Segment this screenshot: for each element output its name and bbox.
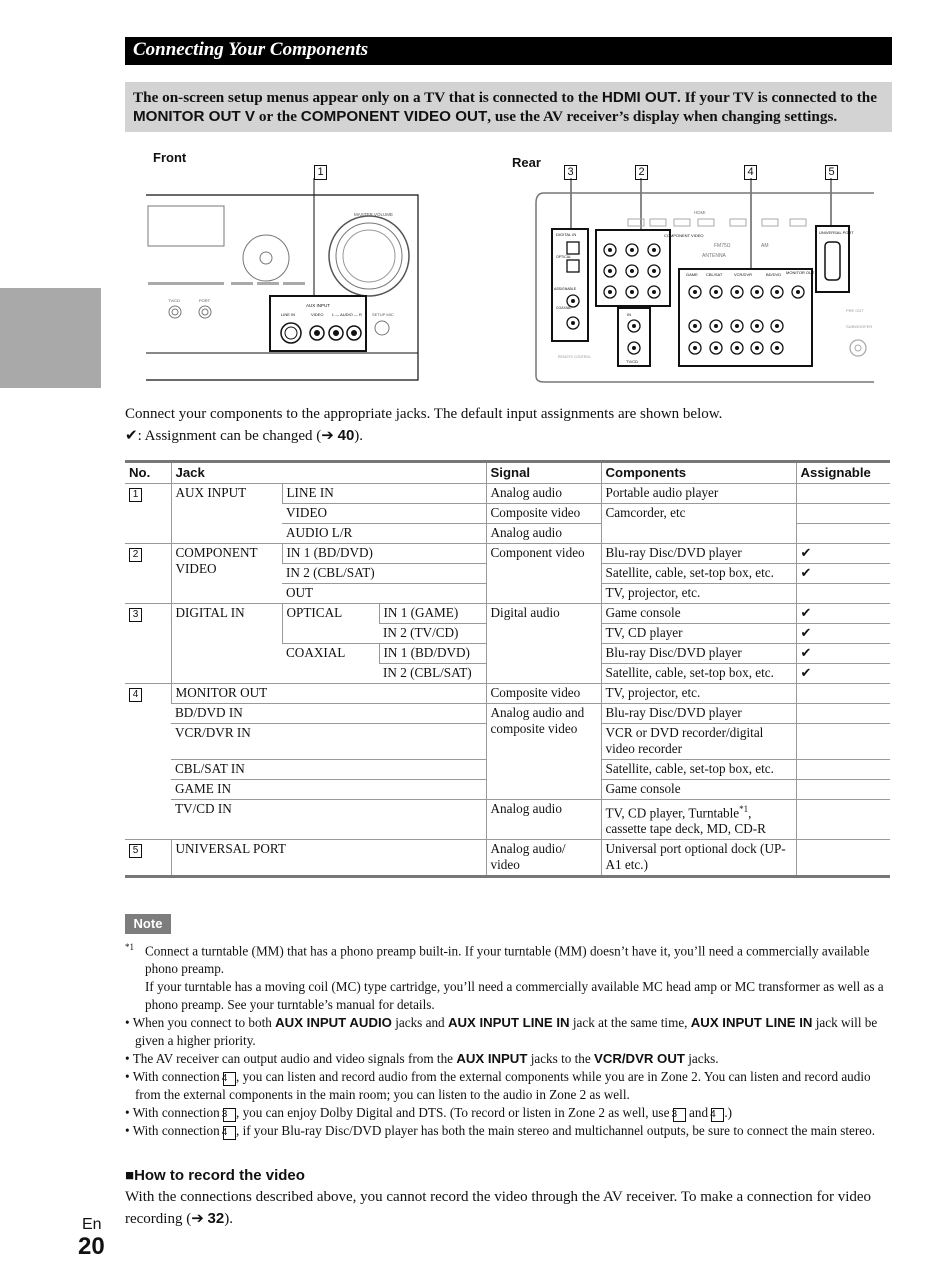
info-banner bbox=[125, 82, 892, 132]
intro-text bbox=[125, 404, 895, 447]
table-row: 4 MONITOR OUT Composite video TV, projector, etc. bbox=[125, 684, 890, 704]
square-icon: ■ bbox=[125, 1167, 135, 1184]
tvcd-label-text: TV/CD bbox=[626, 359, 638, 364]
footnote-1-cont: If your turntable has a moving coil (MC) type cartridge, you’ll need a commercially available MC head amp or MC transformer as well as a phono preamp. See your turntable’s manual for details. bbox=[145, 979, 884, 1013]
howto-heading: ■How to record the video bbox=[125, 1167, 305, 1184]
table-row: IN 2 (CBL/SAT) Satellite, cable, set-top box, etc. ✔ bbox=[125, 664, 890, 684]
section-title: Connecting Your Components bbox=[133, 39, 369, 60]
table-row: 2 COMPONENT VIDEO IN 1 (BD/DVD) Component video Blu-ray Disc/DVD player ✔ bbox=[125, 544, 890, 564]
front-label: Front bbox=[153, 150, 187, 165]
table-row: VIDEO Composite video Camcorder, etc bbox=[125, 504, 890, 524]
port-text: PORT bbox=[199, 298, 211, 303]
cbl-sat-text: CBL/SAT bbox=[706, 272, 723, 277]
callout-2: 2 bbox=[635, 165, 648, 180]
table-row: BD/DVD IN Analog audio and composite video Blu-ray Disc/DVD player bbox=[125, 704, 890, 724]
note-bullet-5: • With connection 4 , if your Blu-ray Disc/DVD player has both the main stereo and multichannel outputs, be sure to connect the main stereo. bbox=[125, 1123, 876, 1139]
setup-mic-text: SETUP MIC bbox=[372, 312, 394, 317]
notes-section bbox=[125, 938, 893, 1140]
howto-paragraph: With the connections described above, you cannot record the video through the AV receiver. To make a connection for video recording (➔ 32). bbox=[125, 1189, 872, 1227]
callout-5: 5 bbox=[825, 165, 838, 180]
table-row: GAME IN Game console bbox=[125, 780, 890, 800]
assignable-text: ASSIGNABLE bbox=[554, 287, 577, 291]
hdmi-text: HDMI bbox=[694, 210, 706, 215]
line-in-text: LINE IN bbox=[281, 312, 296, 317]
table-row: VCR/DVR IN VCR or DVD recorder/digital video recorder bbox=[125, 724, 890, 760]
section-title-bar bbox=[125, 37, 892, 65]
master-volume-text: MASTER VOLUME bbox=[354, 212, 394, 217]
fm-text: FM75Ω bbox=[714, 243, 731, 249]
rear-label: Rear bbox=[512, 155, 541, 170]
aux-input-text: AUX INPUT bbox=[306, 303, 331, 308]
callout-3: 3 bbox=[564, 165, 577, 180]
intro-line-1: Connect your components to the appropriate jacks. The default input assignments are shown below. bbox=[125, 406, 723, 422]
table-row: TV/CD IN Analog audio TV, CD player, Turntable$^{*1}$, cassette tape deck, MD, CD-R bbox=[125, 800, 890, 840]
intro-line-2: ✔: Assignment can be changed (➔ 40). bbox=[125, 427, 364, 444]
footnote-1: $^{*1}$ Connect a turntable (MM) that has a phono preamp built-in. If your turntable (MM) doesn’t have it, you’ll need a commercially available phono preamp. bbox=[125, 942, 870, 977]
game-text: GAME bbox=[686, 272, 698, 277]
side-tab bbox=[0, 288, 101, 388]
table-row: 1 AUX INPUT LINE IN Analog audio Portable audio player bbox=[125, 484, 890, 504]
table-row: AUDIO L/R Analog audio bbox=[125, 524, 890, 544]
note-bullet-4: • With connection 3 , you can enjoy Dolby Digital and DTS. (To record or listen in Zone 2 as well, use 3 and 4 .) bbox=[125, 1105, 733, 1121]
tv-cd-text: TV/CD bbox=[168, 298, 180, 303]
remote-control-text: REMOTE CONTROL bbox=[558, 355, 592, 359]
col-assignable: Assignable bbox=[796, 462, 890, 484]
table-row: OUT TV, projector, etc. bbox=[125, 584, 890, 604]
table-row: COAXIAL IN 1 (BD/DVD) Blu-ray Disc/DVD player ✔ bbox=[125, 644, 890, 664]
component-video-text: COMPONENT VIDEO bbox=[664, 233, 704, 238]
pre-out-text: PRE OUT bbox=[846, 308, 864, 313]
tvcd-in-text: IN bbox=[627, 312, 631, 317]
table-row: IN 2 (CBL/SAT) Satellite, cable, set-top box, etc. ✔ bbox=[125, 564, 890, 584]
banner-text: The on-screen setup menus appear only on a TV that is connected to the HDMI OUT. If your TV is connected to the MONITOR OUT V or the COMPONENT VIDEO OUT, use the AV receiver’s display when changing settings. bbox=[133, 89, 877, 125]
subwoofer-text: SUBWOOFER bbox=[846, 324, 873, 329]
am-text: AM bbox=[761, 243, 769, 249]
monitor-out-text: MONITOR OUT bbox=[786, 270, 815, 275]
digital-in-text: DIGITAL IN bbox=[556, 232, 577, 237]
table-row: CBL/SAT IN Satellite, cable, set-top box, etc. bbox=[125, 760, 890, 780]
table-row: 5 UNIVERSAL PORT Analog audio/ video Universal port optional dock (UP-A1 etc.) bbox=[125, 840, 890, 877]
video-text: VIDEO bbox=[311, 312, 324, 317]
table-row: 3 DIGITAL IN OPTICAL IN 1 (GAME) Digital audio Game console ✔ bbox=[125, 604, 890, 624]
callout-1: 1 bbox=[314, 165, 327, 180]
audio-text: L — AUDIO — R bbox=[332, 312, 362, 317]
rear-panel-illustration bbox=[534, 178, 879, 386]
optical-text: OPTICAL bbox=[556, 255, 571, 259]
vcr-dvr-text: VCR/DVR bbox=[734, 272, 753, 277]
callout-4: 4 bbox=[744, 165, 757, 180]
col-jack: Jack bbox=[171, 462, 486, 484]
table-row: IN 2 (TV/CD) TV, CD player ✔ bbox=[125, 624, 890, 644]
antenna-text: ANTENNA bbox=[702, 253, 726, 259]
col-no: No. bbox=[125, 462, 171, 484]
note-bullet-2: • The AV receiver can output audio and video signals from the AUX INPUT jacks to the VCR/DVR OUT jacks. bbox=[125, 1051, 719, 1067]
page-number: 20 bbox=[78, 1233, 105, 1260]
jack-assignment-table bbox=[125, 460, 890, 878]
front-panel-illustration bbox=[146, 178, 421, 384]
col-signal: Signal bbox=[486, 462, 601, 484]
note-bullet-1: • When you connect to both AUX INPUT AUDIO jacks and AUX INPUT LINE IN jack at the same time, AUX INPUT LINE IN jack will be given a higher priority. bbox=[125, 1015, 878, 1049]
page-language: En bbox=[82, 1216, 102, 1233]
col-components: Components bbox=[601, 462, 796, 484]
bd-dvd-text: BD/DVD bbox=[766, 272, 782, 277]
coaxial-text: COAXIAL bbox=[556, 306, 572, 310]
table-header-row bbox=[125, 462, 890, 484]
note-label: Note bbox=[125, 914, 171, 934]
note-bullet-3: • With connection 4 , you can listen and record audio from the external components while you are in Zone 2. You can listen and record audio from the external components in the main room; you can listen to the audio in Zone 2 as well. bbox=[125, 1069, 871, 1103]
universal-port-text: UNIVERSAL PORT bbox=[819, 230, 854, 235]
